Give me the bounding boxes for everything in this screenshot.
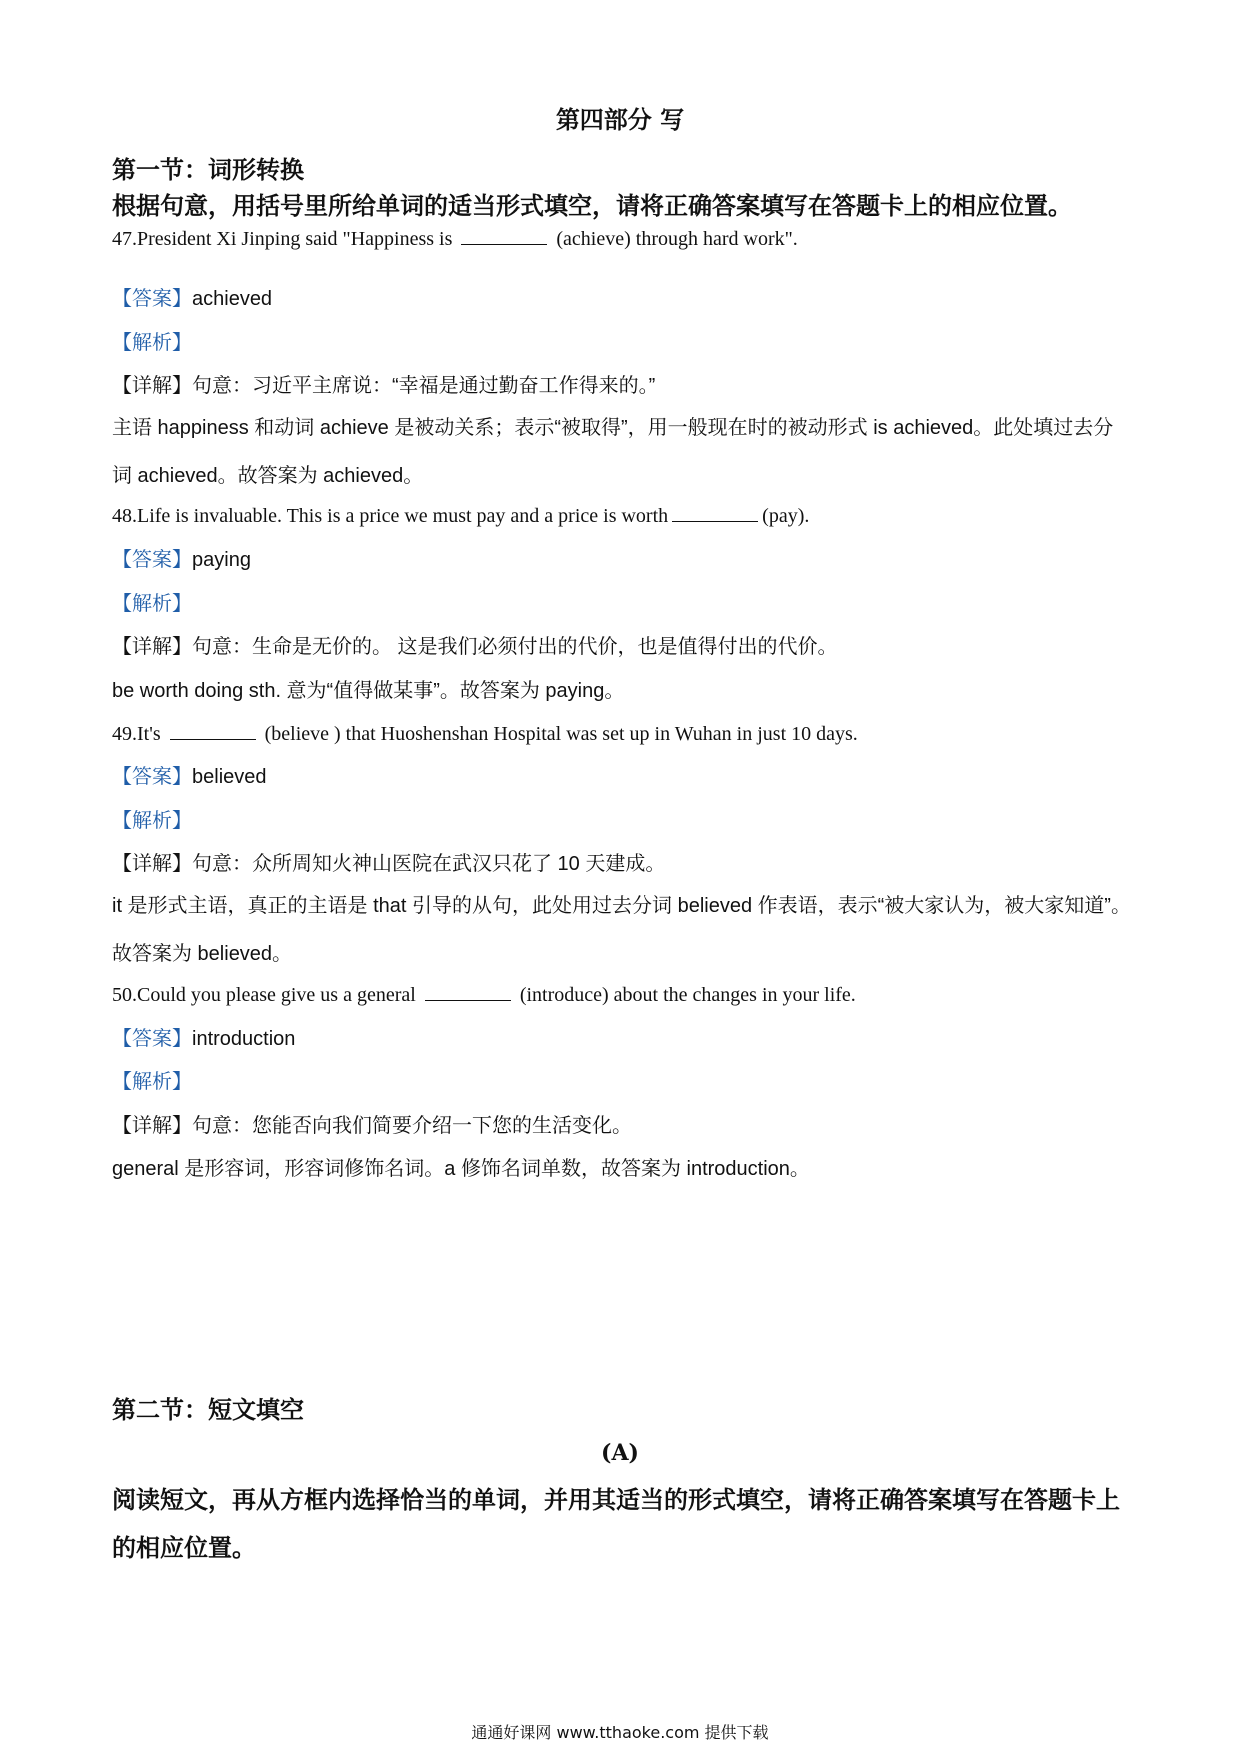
analysis-line-49	[112, 808, 1132, 834]
detail-rest-48: be worth doing sth. 意为“值得做某事”。故答案为 paying。	[112, 680, 625, 702]
question-49-stem	[112, 721, 1132, 747]
analysis-line-47	[112, 330, 1132, 356]
question-stem-before: 48.Life is invaluable. This is a price we must pay and a price is worth	[112, 505, 669, 527]
question-stem-after: (achieve) through hard work".	[556, 228, 798, 250]
question-48-stem	[112, 503, 1132, 529]
detail-line-50	[112, 1113, 1132, 1139]
question-stem-before: 49.It's	[112, 723, 161, 745]
answer-text: paying	[192, 549, 251, 571]
analysis-line-48	[112, 591, 1132, 617]
answer-tag: 【答案】	[112, 549, 192, 571]
detail-first: 句意：习近平主席说：“幸福是通过勤奋工作得来的。”	[192, 375, 656, 397]
detail-line-49	[112, 851, 1132, 877]
detail-tag: 【详解】	[112, 853, 192, 875]
answer-text: achieved	[192, 288, 273, 310]
answer-tag: 【答案】	[112, 766, 192, 788]
answer-line-47	[112, 286, 1132, 312]
answer-blank	[672, 503, 758, 522]
question-stem-before: 50.Could you please give us a general	[112, 984, 416, 1006]
section-title-1: 第一节：词形转换	[112, 155, 304, 184]
question-stem-after: (pay).	[762, 505, 810, 527]
section-instruction-2: 阅读短文，再从方框内选择恰当的单词，并用其适当的形式填空，请将正确答案填写在答题卡上的相应位置。	[112, 1485, 1120, 1562]
detail-rest-49: it 是形式主语，真正的主语是 that 引导的从句，此处用过去分词 believed 作表语，表示“被大家认为，被大家知道”。故答案为 believed。	[112, 895, 1131, 965]
answer-line-50	[112, 1026, 1132, 1052]
detail-line-48	[112, 634, 1132, 660]
detail-rest-50: general 是形容词，形容词修饰名词。a 修饰名词单数，故答案为 introduction。	[112, 1158, 810, 1180]
question-stem-after: (believe ) that Huoshenshan Hospital was set up in Wuhan in just 10 days.	[264, 723, 858, 745]
answer-blank	[170, 721, 256, 740]
detail-first: 句意：众所周知火神山医院在武汉只花了 10 天建成。	[192, 853, 666, 875]
answer-line-48	[112, 547, 1132, 573]
question-47-stem	[112, 226, 1132, 252]
answer-blank	[425, 982, 511, 1001]
analysis-line-50	[112, 1069, 1132, 1095]
detail-first: 句意：生命是无价的。 这是我们必须付出的代价，也是值得付出的代价。	[192, 636, 838, 658]
detail-tag: 【详解】	[112, 1115, 192, 1137]
part-title: 第四部分 写	[555, 105, 685, 134]
page-footer: 通通好课网 www.tthaoke.com 提供下载	[471, 1723, 769, 1742]
answer-tag: 【答案】	[112, 1028, 192, 1050]
answer-blank	[461, 226, 547, 245]
detail-first: 句意：您能否向我们简要介绍一下您的生活变化。	[192, 1115, 632, 1137]
detail-rest-47: 主语 happiness 和动词 achieve 是被动关系；表示“被取得”，用一般现在时的被动形式 is achieved。此处填过去分词 achieved。故答案为 achieved。	[112, 417, 1114, 487]
detail-tag: 【详解】	[112, 375, 192, 397]
passage-label: (A)	[601, 1440, 639, 1466]
detail-tag: 【详解】	[112, 636, 192, 658]
analysis-tag: 【解析】	[112, 332, 192, 354]
question-stem-after: (introduce) about the changes in your life.	[519, 984, 856, 1006]
detail-line-47	[112, 373, 1132, 399]
question-stem-before: 47.President Xi Jinping said "Happiness is	[112, 228, 453, 250]
answer-text: introduction	[192, 1028, 296, 1050]
analysis-tag: 【解析】	[112, 810, 192, 832]
question-50-stem	[112, 982, 1132, 1008]
answer-line-49	[112, 764, 1132, 790]
answer-tag: 【答案】	[112, 288, 192, 310]
analysis-tag: 【解析】	[112, 593, 192, 615]
answer-text: believed	[192, 766, 267, 788]
section-title-2: 第二节：短文填空	[112, 1395, 304, 1424]
analysis-tag: 【解析】	[112, 1071, 192, 1093]
section-instruction-1: 根据句意，用括号里所给单词的适当形式填空，请将正确答案填写在答题卡上的相应位置。	[112, 191, 1072, 220]
